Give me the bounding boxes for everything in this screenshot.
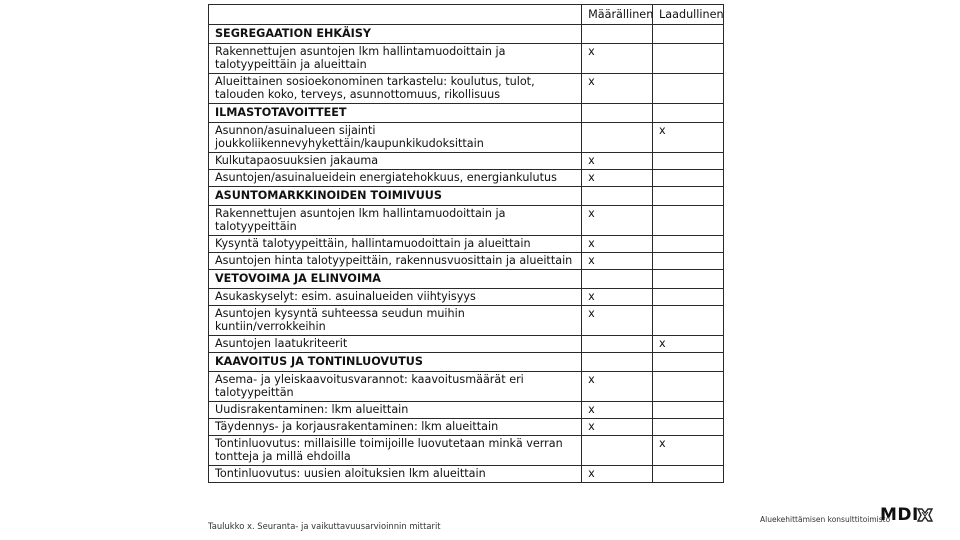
qualitative-mark	[653, 236, 724, 253]
qualitative-mark	[653, 104, 724, 123]
quantitative-mark: x	[582, 153, 653, 170]
indicator-label: Alueittainen sosioekonominen tarkastelu: koulutus, tulot, talouden koko, terveys, asunnottomuus, rikollisuus	[209, 74, 582, 104]
table-row	[209, 74, 724, 104]
section-title: SEGREGAATION EHKÄISY	[209, 25, 582, 44]
header-label-cell	[209, 5, 582, 25]
table-row	[209, 153, 724, 170]
quantitative-mark	[582, 336, 653, 353]
quantitative-mark: x	[582, 289, 653, 306]
indicator-label: Kulkutapaosuuksien jakauma	[209, 153, 582, 170]
table-row	[209, 402, 724, 419]
quantitative-mark	[582, 25, 653, 44]
indicator-label: Asukaskyselyt: esim. asuinalueiden viihtyisyys	[209, 289, 582, 306]
mdi-logo: MDI	[880, 505, 919, 525]
table-row	[209, 372, 724, 402]
qualitative-mark	[653, 353, 724, 372]
indicators-table	[208, 4, 724, 483]
table-row	[209, 44, 724, 74]
section-title: ASUNTOMARKKINOIDEN TOIMIVUUS	[209, 187, 582, 206]
table-row	[209, 206, 724, 236]
section-row	[209, 25, 724, 44]
indicator-label: Rakennettujen asuntojen lkm hallintamuodoittain ja talotyypeittäin	[209, 206, 582, 236]
quantitative-mark: x	[582, 170, 653, 187]
quantitative-mark: x	[582, 44, 653, 74]
table-row	[209, 306, 724, 336]
section-title: VETOVOIMA JA ELINVOIMA	[209, 270, 582, 289]
table-header-row	[209, 5, 724, 25]
indicator-label: Asuntojen/asuinalueidein energiatehokkuus, energiankulutus	[209, 170, 582, 187]
qualitative-mark	[653, 25, 724, 44]
indicator-label: Asuntojen laatukriteerit	[209, 336, 582, 353]
section-row	[209, 187, 724, 206]
qualitative-mark: x	[653, 336, 724, 353]
header-quantitative: Määrällinen	[582, 5, 653, 25]
indicator-label: Tontinluovutus: millaisille toimijoille luovutetaan minkä verran tontteja ja millä ehdoilla	[209, 436, 582, 466]
qualitative-mark: x	[653, 123, 724, 153]
quantitative-mark	[582, 123, 653, 153]
table-row	[209, 253, 724, 270]
quantitative-mark: x	[582, 419, 653, 436]
quantitative-mark: x	[582, 306, 653, 336]
indicator-label: Rakennettujen asuntojen lkm hallintamuodoittain ja talotyypeittäin ja alueittain	[209, 44, 582, 74]
section-title: KAAVOITUS JA TONTINLUOVUTUS	[209, 353, 582, 372]
indicator-label: Asuntojen hinta talotyypeittäin, rakennusvuosittain ja alueittain	[209, 253, 582, 270]
quantitative-mark	[582, 187, 653, 206]
mdi-logo-icon	[916, 506, 934, 524]
qualitative-mark	[653, 372, 724, 402]
section-row	[209, 104, 724, 123]
quantitative-mark: x	[582, 206, 653, 236]
qualitative-mark	[653, 270, 724, 289]
indicator-label: Uudisrakentaminen: lkm alueittain	[209, 402, 582, 419]
quantitative-mark: x	[582, 372, 653, 402]
table-row	[209, 336, 724, 353]
qualitative-mark	[653, 289, 724, 306]
quantitative-mark: x	[582, 402, 653, 419]
quantitative-mark	[582, 436, 653, 466]
table-row	[209, 466, 724, 483]
indicator-label: Asunnon/asuinalueen sijainti joukkoliikennevyhykettäin/kaupunkikudoksittain	[209, 123, 582, 153]
indicator-label: Asema- ja yleiskaavoitusvarannot: kaavoitusmäärät eri talotyypeittän	[209, 372, 582, 402]
quantitative-mark: x	[582, 253, 653, 270]
table-row	[209, 289, 724, 306]
indicator-label: Tontinluovutus: uusien aloituksien lkm alueittain	[209, 466, 582, 483]
qualitative-mark	[653, 170, 724, 187]
qualitative-mark	[653, 419, 724, 436]
qualitative-mark	[653, 153, 724, 170]
table-row	[209, 123, 724, 153]
table-row	[209, 170, 724, 187]
table-caption: Taulukko x. Seuranta- ja vaikuttavuusarvioinnin mittarit	[208, 521, 441, 531]
quantitative-mark: x	[582, 74, 653, 104]
quantitative-mark	[582, 353, 653, 372]
qualitative-mark	[653, 306, 724, 336]
footer-tagline: Aluekehittämisen konsulttitoimisto	[760, 515, 891, 524]
indicator-label: Täydennys- ja korjausrakentaminen: lkm alueittain	[209, 419, 582, 436]
qualitative-mark	[653, 402, 724, 419]
qualitative-mark	[653, 74, 724, 104]
table-body	[209, 25, 724, 483]
indicator-label: Asuntojen kysyntä suhteessa seudun muihin kuntiin/verrokkeihin	[209, 306, 582, 336]
section-row	[209, 270, 724, 289]
table-row	[209, 236, 724, 253]
table-row	[209, 436, 724, 466]
qualitative-mark	[653, 44, 724, 74]
table-row	[209, 419, 724, 436]
section-title: ILMASTOTAVOITTEET	[209, 104, 582, 123]
header-qualitative: Laadullinen	[653, 5, 724, 25]
quantitative-mark	[582, 270, 653, 289]
indicator-label: Kysyntä talotyypeittäin, hallintamuodoittain ja alueittain	[209, 236, 582, 253]
quantitative-mark: x	[582, 466, 653, 483]
quantitative-mark: x	[582, 236, 653, 253]
section-row	[209, 353, 724, 372]
qualitative-mark	[653, 466, 724, 483]
qualitative-mark: x	[653, 436, 724, 466]
qualitative-mark	[653, 206, 724, 236]
quantitative-mark	[582, 104, 653, 123]
qualitative-mark	[653, 253, 724, 270]
qualitative-mark	[653, 187, 724, 206]
